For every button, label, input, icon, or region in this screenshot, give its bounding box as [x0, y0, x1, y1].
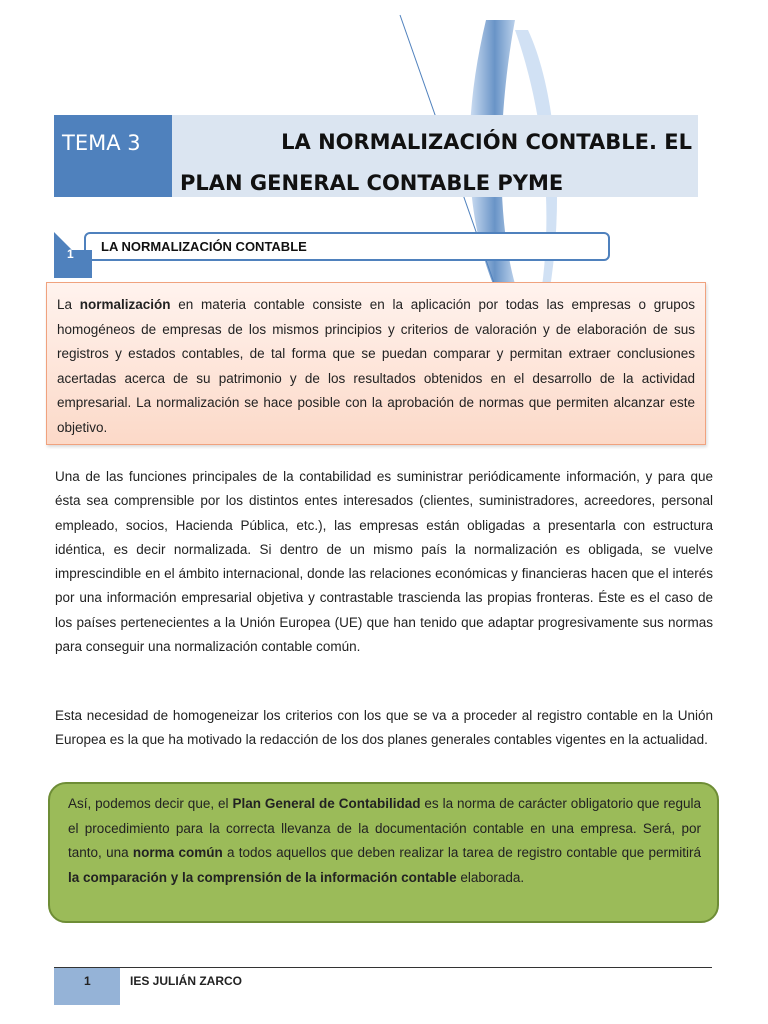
chapter-title-line2: PLAN GENERAL CONTABLE PYME	[180, 171, 564, 195]
section-title: LA NORMALIZACIÓN CONTABLE	[101, 239, 307, 254]
chapter-header	[54, 115, 698, 197]
section-number: 1	[67, 247, 74, 261]
paragraph-2: Esta necesidad de homogeneizar los criterios con los que se va a proceder al registro contable en la Unión Europea es la que ha motivado la redacción de los dos planes generales contables vigentes en la actualidad.	[55, 708, 713, 748]
summary-box	[48, 782, 719, 923]
definition-box	[46, 282, 706, 445]
footer-school: IES JULIÁN ZARCO	[130, 974, 243, 988]
paragraph-1: Una de las funciones principales de la contabilidad es suministrar periódicamente información, y para que ésta sea comprensible por los distintos entes interesados (clientes, suministradores, acreedores, personal empleado, socios, Hacienda Pública, etc.), las empresas están obligadas a presentarla con estructura idéntica, es decir normalizada. Si dentro de un mismo país la normalización es obligada, se vuelve imprescindible en el ámbito internacional, donde las relaciones económicas y financieras hacen que el interés por una información empresarial objetiva y contrastable trascienda las propias fronteras. Éste es el caso de los países pertenecientes a la Unión Europea (UE) que han tenido que adaptar progresivamente sus normas para conseguir una normalización contable común.	[55, 469, 713, 655]
section-heading	[84, 232, 610, 261]
footer-divider	[54, 967, 712, 968]
definition-text: La normalización en materia contable consiste en la aplicación por todas las empresas o grupos homogéneos de empresas de los mismos principios y criterios de valoración y de elaboración de sus registros y estados contables, de tal forma que se puedan comparar y permitan extraer conclusiones acertadas acerca de su patrimonio y de los resultados obtenidos en el desarrollo de la actividad empresarial. La normalización se hace posible con la aprobación de normas que permiten alcanzar este objetivo.	[57, 297, 695, 435]
summary-text: Así, podemos decir que, el Plan General de Contabilidad es la norma de carácter obligatorio que regula el procedimiento para la correcta llevanza de la documentación contable en una empresa. Será, por tanto, una norma común a todos aquellos que deben realizar la tarea de registro contable que permitirá la comparación y la comprensión de la información contable elaborada.	[68, 796, 702, 885]
chapter-number: TEMA 3	[54, 115, 172, 197]
chapter-title-line1: LA NORMALIZACIÓN CONTABLE. EL	[281, 130, 692, 154]
page-number: 1	[84, 974, 91, 988]
definition-keyword: normalización	[79, 297, 171, 312]
